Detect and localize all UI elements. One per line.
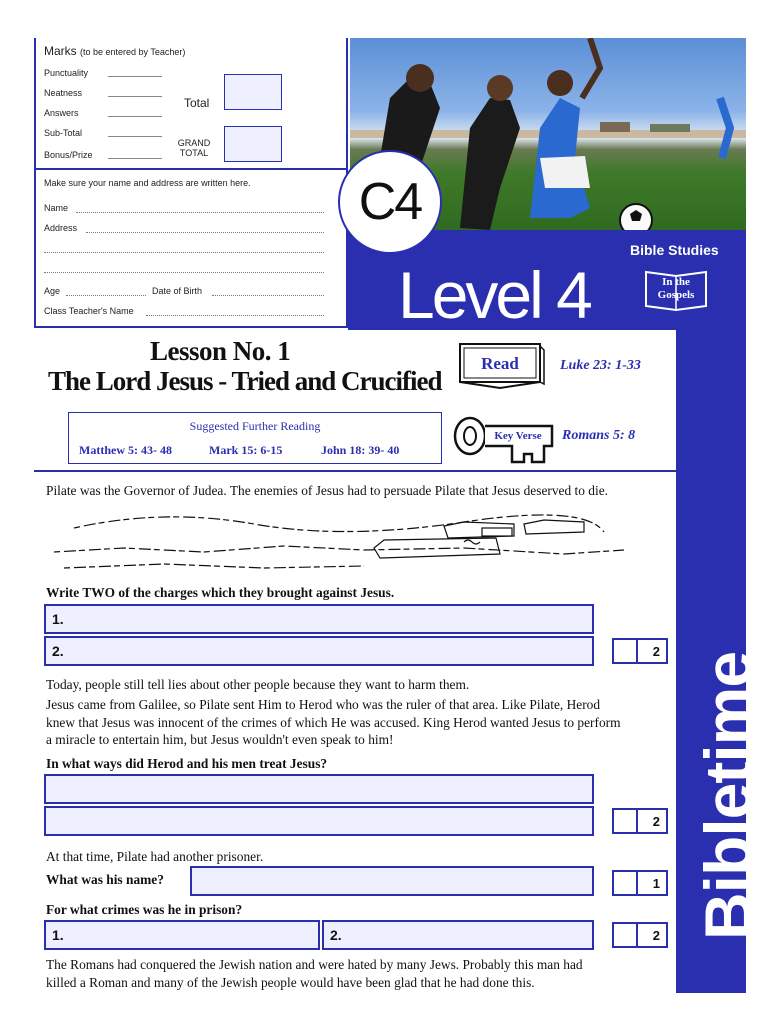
lies-paragraph: Today, people still tell lies about other people because they want to harm them. <box>46 677 470 692</box>
further-reading-ref: Matthew 5: 43- 48 <box>79 443 172 457</box>
question-charges: Write TWO of the charges which they brought against Jesus. <box>46 585 395 600</box>
dob-label: Date of Birth <box>152 286 203 296</box>
lesson-title: The Lord Jesus - Tried and Crucified <box>48 366 442 396</box>
grand-label: GRAND <box>177 138 211 148</box>
series-title: Bible Studies <box>630 242 719 258</box>
key-badge <box>452 408 556 464</box>
marks-subtitle: (to be entered by Teacher) <box>80 47 186 57</box>
landscape-sketch <box>44 498 632 580</box>
dob-field[interactable] <box>212 295 324 296</box>
answer-number: 2. <box>330 927 342 943</box>
answers-label: Answers <box>44 108 79 118</box>
marks-title <box>44 44 185 58</box>
punctuality-field[interactable] <box>108 76 162 77</box>
answer-field-crime-2[interactable] <box>322 920 594 950</box>
answer-number: 1. <box>52 611 64 627</box>
name-label: Name <box>44 203 69 213</box>
grand-total-label <box>176 138 212 158</box>
score-box[interactable] <box>612 638 668 664</box>
answer-field-herod-1[interactable] <box>44 774 594 804</box>
grand-total-box[interactable] <box>224 126 282 162</box>
question-prisoner-name: What was his name? <box>46 872 164 887</box>
address-field-2[interactable] <box>44 252 324 253</box>
read-reference: Luke 23: 1-33 <box>560 358 641 373</box>
total-label: Total <box>184 96 210 110</box>
intro-paragraph: Pilate was the Governor of Judea. The enemies of Jesus had to persuade Pilate that Jesus deserved to die. <box>46 483 609 498</box>
subtotal-label: Sub-Total <box>44 128 83 138</box>
teacher-field[interactable] <box>146 315 324 316</box>
punctuality-label: Punctuality <box>44 68 89 78</box>
answer-field-prisoner-name[interactable] <box>190 866 594 896</box>
form-instruction: Make sure your name and address are written here. <box>44 178 251 188</box>
teacher-label: Class Teacher's Name <box>44 306 134 316</box>
score-box[interactable] <box>612 922 668 948</box>
read-label: Read <box>481 354 519 373</box>
neatness-label: Neatness <box>44 88 83 98</box>
badge-line-1: In the <box>662 276 690 288</box>
further-reading-ref: Mark 15: 6-15 <box>209 443 283 457</box>
total-box[interactable] <box>224 74 282 110</box>
answer-field-crime-1[interactable] <box>44 920 320 950</box>
key-verse-reference: Romans 5: 8 <box>562 428 636 443</box>
address-field-3[interactable] <box>44 272 324 273</box>
course-code: C4 <box>338 150 442 254</box>
question-prisoner-crimes: For what crimes was he in prison? <box>46 902 243 917</box>
address-field-1[interactable] <box>86 232 324 233</box>
romans-paragraph: The Romans had conquered the Jewish nation and were hated by many Jews. Probably this man had killed a Roman and many of the Jewish people would have been glad that he had done this. <box>46 957 583 990</box>
score-max: 2 <box>652 814 660 829</box>
bonus-field[interactable] <box>108 158 162 159</box>
grand-total-text: TOTAL <box>179 148 209 158</box>
brand-title: Bibletime <box>691 651 765 940</box>
address-label: Address <box>44 223 78 233</box>
level-title: Level 4 <box>398 258 590 332</box>
further-reading-box <box>68 412 442 464</box>
age-field[interactable] <box>66 295 146 296</box>
herod-paragraph: Jesus came from Galilee, so Pilate sent Him to Herod who was the ruler of that area. Like Pilate, Herod knew that Jesus was innocent of the crimes of which He was accused. King Herod wanted Jesus to perform a miracle to entertain him, but Jesus wouldn't even speak to him! <box>46 697 621 747</box>
prisoner-paragraph: At that time, Pilate had another prisoner. <box>46 849 264 864</box>
bonus-label: Bonus/Prize <box>44 150 93 160</box>
badge-line-2: Gospels <box>657 289 695 301</box>
address-separator <box>36 168 346 170</box>
score-max: 2 <box>652 928 660 943</box>
subtotal-field[interactable] <box>108 136 162 137</box>
answers-field[interactable] <box>108 116 162 117</box>
section-divider <box>34 470 678 472</box>
score-max: 2 <box>652 644 660 659</box>
further-reading-ref: John 18: 39- 40 <box>321 443 400 457</box>
name-field[interactable] <box>76 212 324 213</box>
question-herod-treatment: In what ways did Herod and his men treat Jesus? <box>46 756 328 771</box>
answer-field-herod-2[interactable] <box>44 806 594 836</box>
answer-field-charge-1[interactable] <box>44 604 594 634</box>
key-verse-label: Key Verse <box>494 430 542 442</box>
age-label: Age <box>44 286 61 296</box>
gospels-badge <box>642 268 710 314</box>
read-badge <box>458 342 546 390</box>
answer-number: 2. <box>52 643 64 659</box>
further-reading-title: Suggested Further Reading <box>189 419 321 433</box>
answer-field-charge-2[interactable] <box>44 636 594 666</box>
answer-number: 1. <box>52 927 64 943</box>
marks-label: Marks <box>44 44 77 58</box>
score-box[interactable] <box>612 808 668 834</box>
neatness-field[interactable] <box>108 96 162 97</box>
score-max: 1 <box>652 876 660 891</box>
score-box[interactable] <box>612 870 668 896</box>
lesson-number: Lesson No. 1 <box>150 336 291 366</box>
